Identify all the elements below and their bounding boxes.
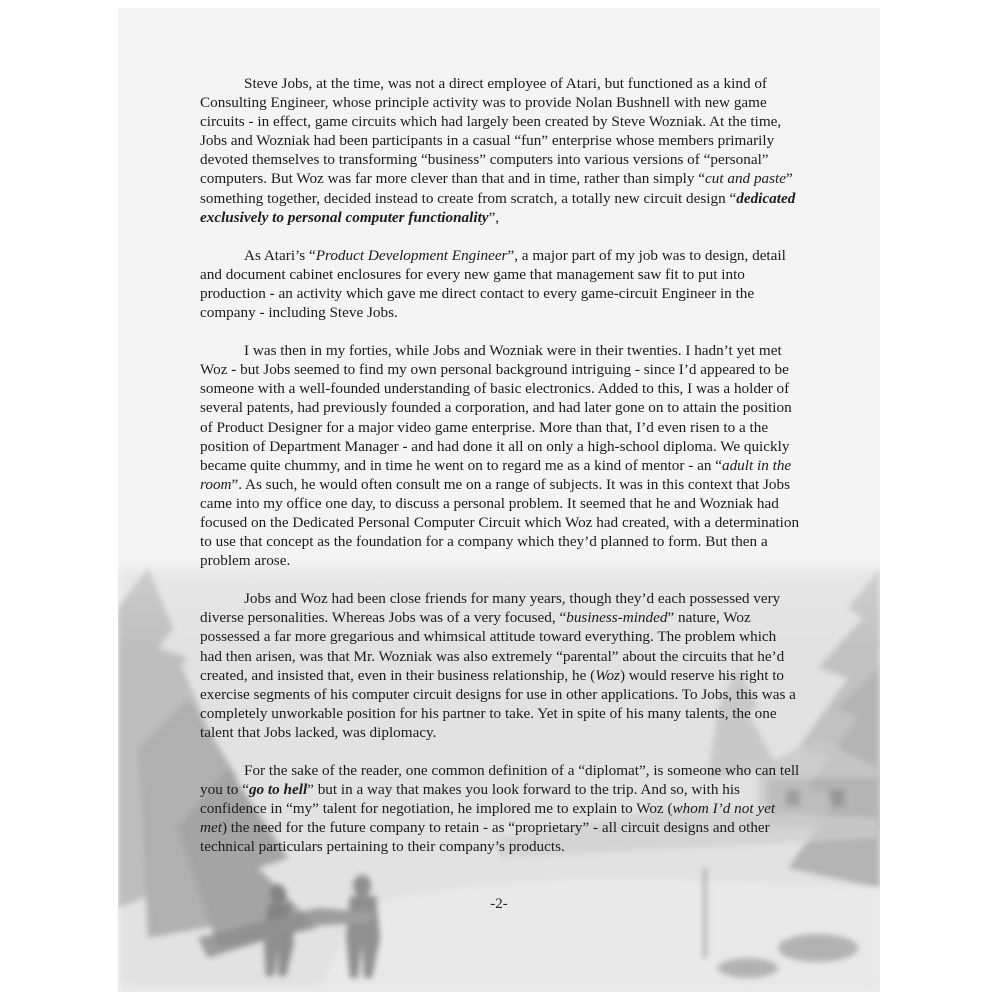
body-text [200, 74, 800, 875]
italic-text: business-minded [566, 609, 668, 627]
text-segment: ”. As such, he would often consult me on a range of subjects. It was in this context that Jobs came into my office one day, to discuss a personal problem. It seemed that he and Wozniak had focused on the Dedicated Personal Computer Circuit which Woz had created, with a determination to use that concept as the foundation for a company which they’d planned to form. But then a problem arose. [200, 475, 800, 570]
bold-italic-text: dedicated exclusively to personal computer functionality [200, 189, 796, 226]
text-segment: ” something together, decided instead to create from scratch, a totally new circuit design “ [200, 170, 793, 207]
text-segment: For the sake of the reader, one common definition of a “diplomat”, is someone who can tell you to “ [200, 762, 800, 799]
text-segment: I was then in my forties, while Jobs and Wozniak were in their twenties. I hadn’t yet met Woz - but Jobs seemed to find my own personal background intriguing - since I’d appeared to be someone with a well-founded understanding of basic electronics. Added to this, I was a holder of several patents, had previously founded a corporation, and had later gone on to attain the position of Product Designer for a major video game enterprise. More than that, I’d even risen to a the position of Department Manager - and had done it all on only a high-school diploma. We quickly became quite chummy, and in time he went on to regard me as a kind of mentor - an “ [200, 342, 792, 474]
text-segment: Steve Jobs, at the time, was not a direct employee of Atari, but functioned as a kind of Consulting Engineer, whose principle activity was to provide Nolan Bushnell with new game circuits - in effect, game circuits which had largely been created by Steve Wozniak. At the time, Jobs and Wozniak had been participants in a casual “fun” enterprise whose members primarily devoted themselves to transforming “business” computers into various versions of “personal” computers. But Woz was far more clever than that and in time, rather than simply “ [200, 75, 782, 188]
text-segment: ) would reserve his right to exercise segments of his computer circuit designs for use in other applications. To Jobs, this was a completely unworkable position for his partner to take. Yet in spite of his many talents, the one talent that Jobs lacked, was diplomacy. [200, 666, 796, 741]
italic-text: adult in the room [200, 456, 792, 493]
text-segment: ”, [488, 208, 500, 226]
paragraph-1 [200, 74, 800, 227]
italic-text: Woz [595, 666, 620, 684]
italic-text: cut and paste [705, 170, 787, 188]
bold-italic-text: go to hell [248, 781, 308, 799]
italic-text: Product Development Engineer [315, 246, 508, 264]
text-segment: ) the need for the future company to retain - as “proprietary” - all circuit designs and other technical particulars pertaining to their company’s products. [200, 819, 770, 856]
paragraph-3 [200, 341, 800, 570]
document-page [118, 8, 880, 992]
text-segment: ” but in a way that makes you look forward to the trip. And so, with his confidence in “my” talent for negotiation, he implored me to explain to Woz ( [200, 781, 740, 818]
paragraph-5 [200, 761, 800, 856]
italic-text: whom I’d not yet met [200, 800, 776, 837]
page-number: -2- [490, 896, 508, 912]
paragraph-4 [200, 589, 800, 742]
text-segment: ” nature, Woz possessed a far more gregarious and whimsical attitude toward everything. The problem which had then arisen, was that Mr. Wozniak was also extremely “parental” about the circuits that he’d created, and insisted that, even in their business relationship, he ( [200, 609, 785, 684]
text-segment: As Atari’s “ [244, 246, 316, 264]
text-segment: ”, a major part of my job was to design, detail and document cabinet enclosures for every new game that management saw fit to put into production - an activity which gave me direct contact to every game-circuit Engineer in the company - including Steve Jobs. [200, 246, 786, 322]
text-segment: Jobs and Woz had been close friends for many years, though they’d each possessed very diverse personalities. Whereas Jobs was of a very focused, “ [200, 590, 781, 627]
paragraph-2 [200, 246, 800, 322]
